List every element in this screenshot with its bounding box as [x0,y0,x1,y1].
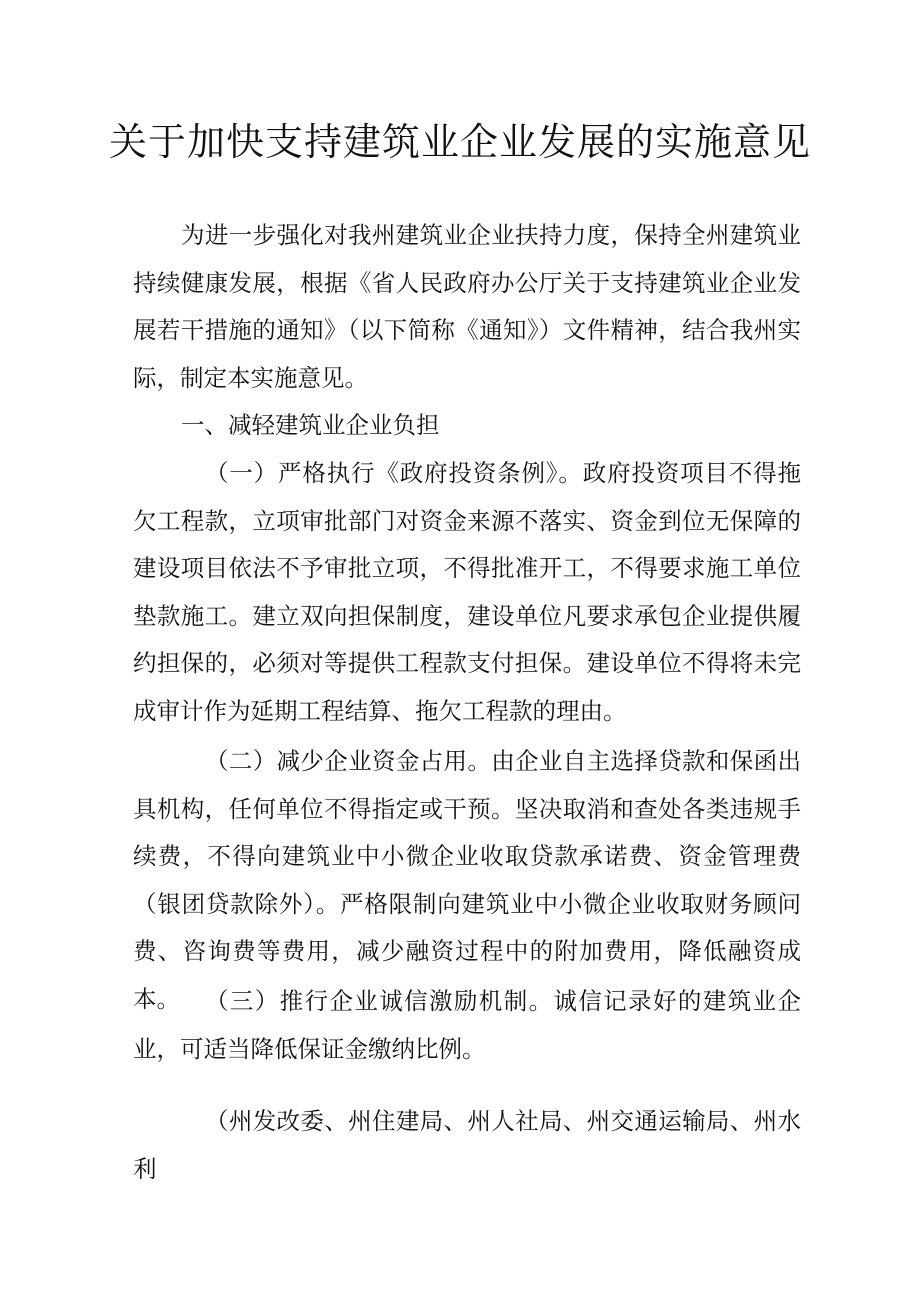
item-paragraph-1: （一）严格执行《政府投资条例》。政府投资项目不得拖欠工程款，立项审批部门对资金来源不落实、资金到位无保障的建设项目依法不予审批立项，不得批准开工，不得要求施工单位垫款施工。建立双向担保制度，建设单位凡要求承包企业提供履约担保的，必须对等提供工程款支付担保。建设单位不得将未完成审计作为延期工程结算、拖欠工程款的理由。 [133,459,801,725]
responsible-units-line: （州发改委、州住建局、州人社局、州交通运输局、州水利 [133,1107,801,1183]
item-paragraph-3: （三）推行企业诚信激励机制。诚信记录好的建筑业企业，可适当降低保证金缴纳比例。 [133,987,801,1063]
item-paragraph-2: （二）减少企业资金占用。由企业自主选择贷款和保函出具机构，任何单位不得指定或干预。坚决取消和查处各类违规手续费，不得向建筑业中小微企业收取贷款承诺费、资金管理费（银团贷款除外）。严格限制向建筑业中小微企业收取财务顾问费、咨询费等费用，减少融资过程中的附加费用，降低融资成本。 [133,747,801,1013]
section-heading-1: 一、减轻建筑业企业负担 [181,411,440,439]
intro-paragraph: 为进一步强化对我州建筑业企业扶持力度，保持全州建筑业持续健康发展，根据《省人民政府办公厅关于支持建筑业企业发展若干措施的通知》（以下简称《通知》）文件精神，结合我州实际，制定本实施意见。 [133,221,801,392]
document-title: 关于加快支持建筑业企业发展的实施意见 [108,120,811,164]
